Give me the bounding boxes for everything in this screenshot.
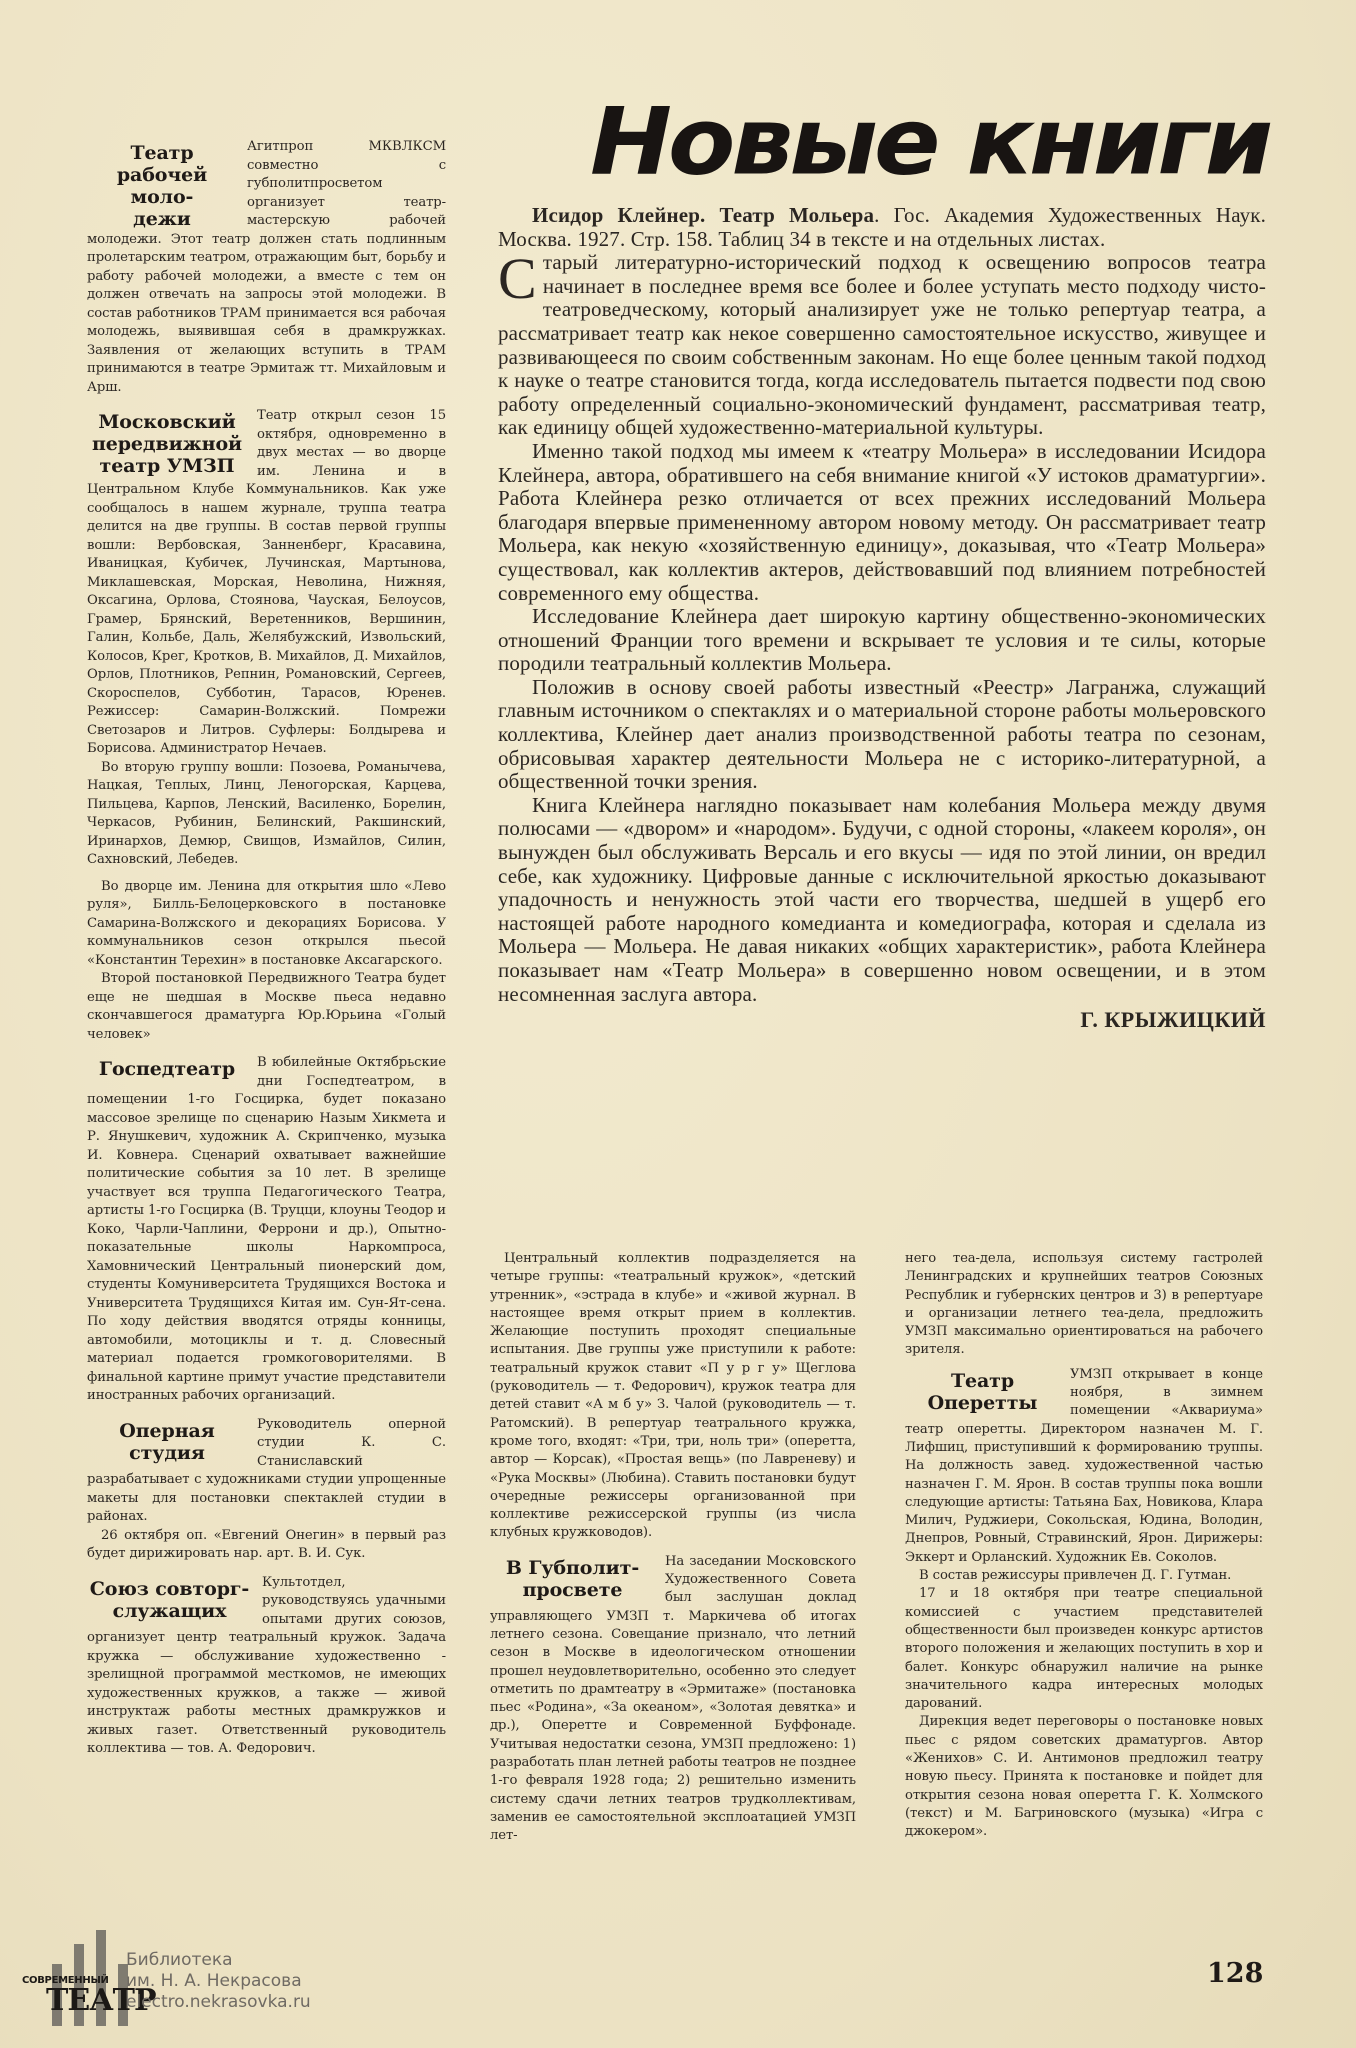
news-item-gospedteatr bbox=[87, 1054, 446, 1406]
review-paragraph: Положив в основу своей работы известный «Реестр» Лагранжа, служащий главным источником о спектаклях и о материальной стороне работы мольеровского коллектива, Клейнер дает анализ производственной работы театра по сезонам, обрисовывая характер деятельности Мольера не с историко-литературной, а общественной точки зрения. bbox=[498, 674, 1266, 794]
news-item-continuation bbox=[905, 1250, 1263, 1360]
news-heading: Госпедтеатр bbox=[98, 1058, 236, 1080]
news-heading: Театр рабочей моло- дежи bbox=[116, 142, 208, 230]
news-item-tram bbox=[87, 138, 446, 397]
review-paragraph: Книга Клейнера наглядно показывает нам колебания Мольера между двумя полюсами — «двором» и «народом». Будучи, с одной стороны, «лакеем короля», он вынужден был обслуживать Версаль и его вкусы — идя по этой линии, он вредил себе, как художнику. Цифровые данные с исключительной яркостью доказывают упадочность и ненужность этой части его творчества, шедшей в ущерб его настоящей работе народного комедианта и комедиографа, которая и сделала из Мольера — Мольера. Не давая никаких «общих характеристик», работа Клейнера показывает нам «Театр Мольера» в совершенно новом освещении, и в этом несомненная заслуга автора. bbox=[498, 792, 1266, 1006]
news-paragraph: Центральный коллектив подразделяется на четыре группы: «театральный кружок», «детский утренник», «эстрада в клубе» и «живой журнал. В настоящее время открыт прием в коллектив. Желающие поступить проходят специальные испытания. Две группы уже приступили к работе: театральный кружок ставит «П у р г у» Щеглова (руководитель — т. Федорович), кружок театра для детей ставит «А м б у» З. Чалой (руководитель — т. Ратомский). В репертуар театрального кружка, кроме того, входят: «Три, три, ноль три» (оперетта, автор — Корсак), «Простая вещь» (по Лавреневу) и «Рука Москвы» (Любина). Ставить постановки будут очередные режиссеры организованной при коллективе режиссерской группы (из числа клубных кружководов). bbox=[490, 1251, 856, 1541]
news-paragraph: Агитпроп МКВЛКСМ совместно с губполитпросветом организует театр-мастерскую рабочей молодежи. Этот театр должен стать подлинным пролетарским театром, отражающим быт, борьбу и работу рабочей молодежи, а вместе с тем он должен отвечать на запросы этой молодежи. В состав работников ТРАМ принимается вся рабочая молодежь, выявившая себя в драмкружках. Заявления от желающих вступить в ТРАМ принимаются в театре Эрмитаж тт. Михайловым и Арш. bbox=[87, 139, 446, 395]
review-paragraph: Исследование Клейнера дает широкую картину общественно-экономических отношений Франции того времени и вскрывает те условия и те силы, которые породили театральный коллектив Мольера. bbox=[498, 604, 1266, 676]
news-item-umzp-mobile-theatre bbox=[87, 407, 446, 1044]
review-paragraph: Старый литературно-исторический подход к освещению вопросов театра начинает в последнее время все более и более уступать место подходу чисто-театроведческому, который анализирует уже не только репертуар театра, а рассматривает театр как некое совершенно самостоятельное искусство, живущее и развивающееся по своим собственным законам. Но еще более ценным такой подход к науке о театре становится тогда, когда исследователь пытается подвести под свою работу определенный социально-экономический фундамент, рассматривая театр, как единицу общей художественно-материальной культуры. bbox=[498, 246, 1266, 440]
news-heading: Союз совторг- служащих bbox=[89, 1577, 250, 1622]
news-item-opera-studio bbox=[87, 1416, 446, 1564]
news-paragraph: него теа-дела, используя систему гастролей Ленинградских и крупнейших театров Союзных Республик и губернских центров и 3) в репертуаре и организации летнего теа-дела, предложить УМЗП максимально ориентироваться на рабочего зрителя. bbox=[905, 1251, 1263, 1358]
news-item-operetta-theatre bbox=[905, 1366, 1263, 1842]
library-url: electro.nekrasovka.ru bbox=[126, 1992, 311, 2012]
library-watermark bbox=[126, 1950, 311, 2013]
news-item-sovtorg-union bbox=[87, 1574, 446, 1759]
logo-text-top: СОВРЕМЕННЫЙ bbox=[22, 1975, 109, 1986]
page-number: 128 bbox=[1207, 1958, 1264, 1989]
news-paragraph: Культотдел, руководствуясь удачными опытами других союзов, организует центр театральный кружок. Задача кружка — обслуживание художественно - зрелищной программой месткомов, не имеющих художественных кружков, а также — живой инструктаж работы местных драмкружков и живых газет. Ответственный руководитель коллектива — тов. А. Федорович. bbox=[87, 1574, 446, 1756]
news-item-central-collective bbox=[490, 1250, 856, 1543]
drop-cap: С bbox=[498, 246, 537, 312]
news-paragraph: Руководитель оперной студии К. С. Станиславский разрабатывает с художниками студии упрощенные макеты для постановки спектаклей студии в районах. bbox=[87, 1416, 446, 1524]
logo-text-main: ТЕАТР bbox=[46, 1983, 156, 2018]
news-paragraph: Во дворце им. Ленина для открытия шло «Лево руля», Билль-Белоцерковского в постановке Самарина-Волжского и декорациях Борисова. У коммунальников сезон открылся пьесой «Константин Терехин» в постановке Аксагарского. bbox=[87, 878, 446, 968]
news-paragraph: На заседании Московского Художественного Совета был заслушан доклад управляющего УМЗП т. Маркичева об итогах летнего сезона. Совещание признало, что летний сезон в Москве в идеологическом отношении прошел неудовлетворительно, особенно это следует отметить по драмтеатру в «Эрмитаже» (постановка пьес «Родина», «За океаном», «Золотая девятка» и др.), Оперетте и Современной Буффонаде. Учитывая недостатки сезона, УМЗП предложено: 1) разработать план летней работы театров не позднее 1-го февраля 1928 года; 2) решительно изменить систему сдачи летних театров трудколлективам, заменив ее самостоятельной эксплоатацией УМЗП лет- bbox=[490, 1553, 856, 1844]
review-paragraph: Именно такой подход мы имеем к «театру Мольера» в исследовании Исидора Клейнера, автора, обратившего на себя внимание книгой «У истоков драматургии». Работа Клейнера резко отличается от всех прежних исследований Мольера благодаря впервые примененному автором новому методу. Он рассматривает театр Мольера, как некую «хозяйственную единицу», доказывая, что «Театр Мольера» существовал, как коллектив актеров, действовавший под влиянием потребностей современного ему общества. bbox=[498, 438, 1266, 605]
news-paragraph: Второй постановкой Передвижного Театра будет еще не шедшая в Москве пьеса недавно скончавшегося драматурга Юр.Юрьина «Голый человек» bbox=[87, 971, 446, 1042]
section-title: Новые книги bbox=[590, 87, 1270, 197]
news-paragraph: Во вторую группу вошли: Позоева, Романычева, Нацкая, Теплых, Линц, Леногорская, Карцева, Пильцева, Карпов, Ленский, Василенко, Борелин, Черкасов, Рубинин, Белинский, Ракшинский, Иринархов, Демюр, Свищов, Измайлов, Силин, Сахновский, Лебедев. bbox=[87, 759, 446, 867]
news-column-left bbox=[87, 138, 446, 1769]
news-paragraph: УМЗП открывает в конце ноября, в зимнем помещении «Аквариума» театр оперетты. Директором назначен М. Г. Лифшиц, приступивший к формированию труппы. На должность завед. художественной частью назначен Г. М. Ярон. В состав труппы пока вошли следующие артисты: Татьяна Бах, Новикова, Клара Милич, Руджиери, Сокольская, Юдина, Володин, Днепров, Ровный, Стравинский, Ярон. Дирижеры: Эккерт и Орланский. Художник Ев. Соколов. bbox=[905, 1366, 1263, 1565]
book-review bbox=[498, 204, 1266, 1032]
news-paragraph: В юбилейные Октябрьские дни Госпедтеатром, в помещении 1-го Госцирка, будет показано массовое зрелище по сценарию Назым Хикмета и Р. Янушкевич, художник А. Скрипченко, музыка И. Ковнера. Сценарий охватывает важнейшие политические события за 10 лет. В зрелище участвует вся труппа Педагогического Театра, артисты 1-го Госцирка (В. Труцци, клоуны Теодор и Коко, Чарли-Чаплини, Феррони и др.), Опытно-показательные школы Наркомпроса, Хамовнический Центральный пионерский дом, студенты Комуниверситета Трудящихся Востока и Университета Трудящихся Китая им. Сун-Ят-сена. По ходу действия вводятся отряды конницы, автомобили, мотоциклы и т. д. Словесный материал подается громкоговорителями. В финальной картине примут участие представители иностранных рабочих организаций. bbox=[87, 1055, 446, 1403]
news-paragraph: 17 и 18 октября при театре специальной комиссией с участием представителей общественности был произведен конкурс артистов второго положения и желающих поступить в хор и балет. Конкурс обнаружил наличие на рынке значительного кадра интересных молодых дарований. bbox=[905, 1586, 1263, 1712]
book-publication-details: . Гос. Академия Художественных Наук. Москва. 1927. Стр. 158. Таблиц 34 в тексте и на отдельных листах. bbox=[498, 203, 1266, 251]
bibliographic-entry bbox=[498, 204, 1266, 251]
book-author-title: Исидор Клейнер. Театр Мольера bbox=[532, 203, 875, 227]
news-heading: В Губполит- просвете bbox=[505, 1556, 640, 1601]
news-heading: Театр Оперетты bbox=[927, 1369, 1038, 1414]
news-paragraph: В состав режиссуры привлечен Д. Г. Гутман. bbox=[919, 1568, 1232, 1584]
news-item-gubpolitprosvet bbox=[490, 1553, 856, 1846]
news-heading: Оперная студия bbox=[119, 1419, 215, 1464]
news-heading: Московский передвижной театр УМЗП bbox=[91, 411, 243, 477]
news-paragraph: Дирекция ведет переговоры о постановке новых пьес с рядом советских драматургов. Автор «Женихов» С. И. Антимонов предложил театру новую пьесу. Принята к постановке и пойдет для открытия сезона новая оперетта Г. К. Холмского (текст) и М. Багриновского (музыка) «Игра с джокером». bbox=[905, 1714, 1263, 1840]
news-column-middle bbox=[490, 1250, 856, 1856]
library-name: Библиотека bbox=[126, 1950, 233, 1970]
news-column-right bbox=[905, 1250, 1263, 1852]
news-paragraph: Театр открыл сезон 15 октября, одновременно в двух местах — во дворце им. Ленина и в Центральном Клубе Коммунальников. Как уже сообщалось в нашем журнале, труппа театра делится на две группы. В состав первой группы вошли: Вербовская, Занненберг, Красавина, Иваницкая, Кубичек, Лучинская, Мартынова, Миклашевская, Морская, Неволина, Нижняя, Оксагина, Орлова, Стоянова, Чауская, Белоусов, Грамер, Брянский, Веретенников, Вершинин, Галин, Кольбе, Даль, Желябужский, Извольский, Колосов, Крег, Кротков, В. Михайлов, Д. Михайлов, Орлов, Плотников, Репнин, Романовский, Сергеев, Скороспелов, Субботин, Тарасов, Юренев. Режиссер: Самарин-Волжский. Помрежи Светозаров и Литров. Суфлеры: Болдырева и Борисова. Администратор Нечаев. bbox=[87, 408, 446, 756]
library-dedication: им. Н. А. Некрасова bbox=[126, 1971, 302, 1991]
news-paragraph: 26 октября оп. «Евгений Онегин» в первый раз будет дирижировать нар. арт. В. И. Сук. bbox=[87, 1527, 446, 1561]
review-author-signature: Г. КРЫЖИЦКИЙ bbox=[1080, 1007, 1266, 1033]
